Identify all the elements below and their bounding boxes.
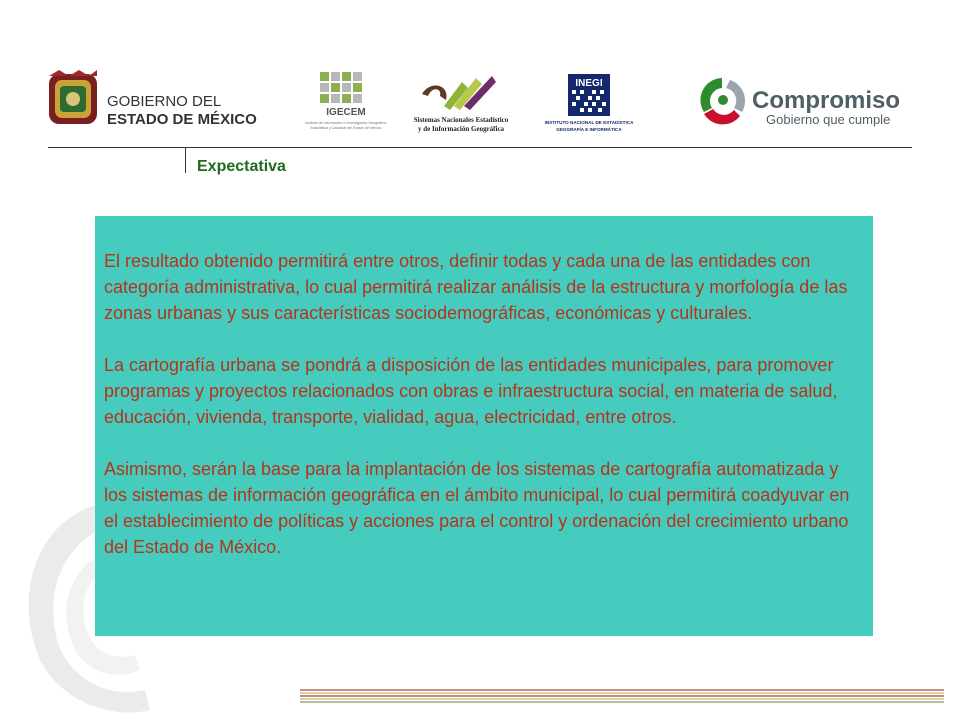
gobierno-edomex-logo	[45, 68, 260, 135]
compromiso-swirl-icon	[696, 72, 900, 132]
header-divider	[48, 147, 912, 148]
edomex-line-2: ESTADO DE MÉXICO	[107, 111, 257, 128]
compromiso-title: Compromiso	[752, 87, 900, 114]
snieg-emblem-icon	[408, 74, 514, 140]
title-tick-divider	[185, 147, 186, 173]
slide-title: Expectativa	[197, 158, 286, 175]
igecem-subtitle-2: Estadística y Catastral del Estado de México	[310, 126, 382, 130]
inegi-title: INEGI	[575, 78, 603, 89]
snieg-logo	[408, 74, 514, 145]
snieg-line-2: y de Información Geográfica	[417, 125, 505, 133]
igecem-logo	[296, 70, 396, 141]
inegi-emblem-icon	[536, 72, 640, 136]
inegi-line-2: GEOGRAFÍA E INFORMÁTICA	[556, 127, 622, 132]
igecem-grid-icon	[296, 70, 396, 136]
paragraph-2: La cartografía urbana se pondrá a disposición de las entidades municipales, para promover programas y proyectos relacionados con obras e infraestructura social, en materia de salud, educación, vivienda, transporte, vialidad, agua, electricidad, entre otros.	[104, 355, 838, 427]
inegi-logo	[536, 72, 640, 141]
footer-lines-decoration	[300, 688, 944, 704]
compromiso-logo	[696, 72, 900, 137]
edomex-line-1: GOBIERNO DEL	[107, 93, 222, 110]
edomex-coat-of-arms-icon	[45, 68, 260, 130]
igecem-title: IGECEM	[326, 107, 366, 118]
paragraph-1: El resultado obtenido permitirá entre otros, definir todas y cada una de las entidades con categoría administrativa, lo cual permitirá realizar análisis de la estructura y morfología de las zonas urbanas y sus características sociodemográficas, económicas y culturales.	[104, 251, 848, 323]
compromiso-tagline: Gobierno que cumple	[766, 112, 891, 127]
content-box	[95, 216, 873, 636]
snieg-line-1: Sistemas Nacionales Estadístico	[413, 116, 509, 124]
paragraph-3: Asimismo, serán la base para la implantación de los sistemas de cartografía automatizada y los sistemas de información geográfica en el ámbito municipal, lo cual permitirá coadyuvar en el establecimiento de políticas y acciones para el control y ordenación del crecimiento urbano del Estado de México.	[104, 459, 850, 557]
inegi-line-1: INSTITUTO NACIONAL DE ESTADÍSTICA	[544, 120, 634, 125]
igecem-subtitle-1: Instituto de Información e Investigación Geográfica,	[305, 121, 387, 125]
logo-bar	[0, 0, 960, 148]
